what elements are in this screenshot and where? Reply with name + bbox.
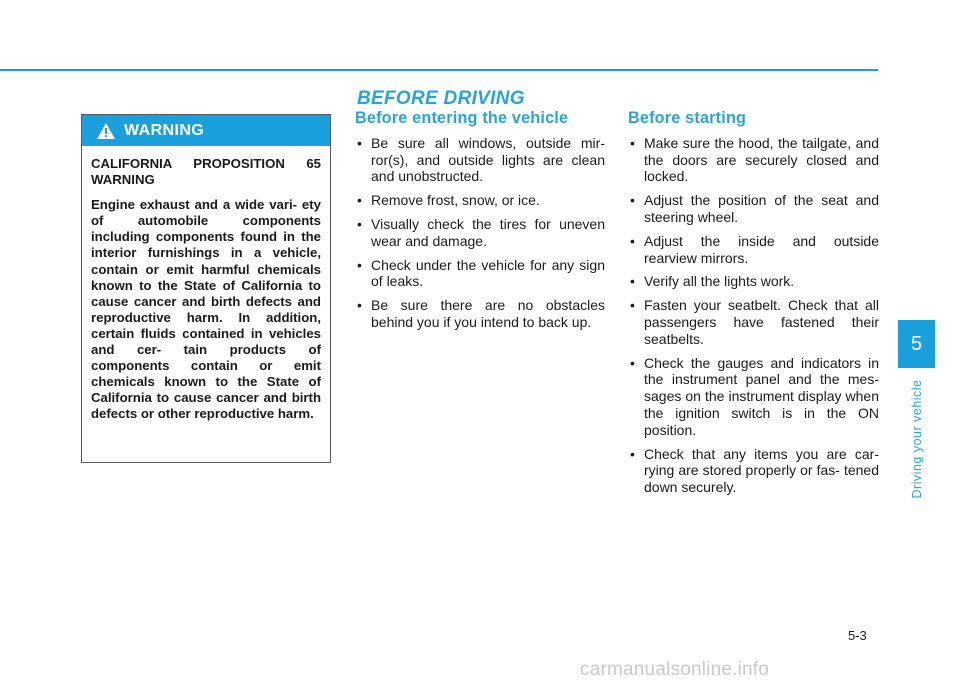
before-starting-list	[628, 135, 879, 496]
top-rule	[0, 69, 878, 71]
section-title: BEFORE DRIVING	[357, 88, 525, 109]
chapter-title: Driving your vehicle	[909, 379, 924, 499]
warning-body	[82, 146, 330, 423]
before-entering-list	[355, 135, 605, 331]
list-item: • Verify all the lights work.	[628, 273, 879, 290]
list-item: • Check the gauges and indicators in the instrument panel and the mes- sages on the instrument display when the ignition switch is in the ON position.	[628, 355, 879, 439]
list-item: • Visually check the tires for uneven wear and damage.	[355, 216, 605, 250]
warning-box	[81, 114, 331, 463]
list-item: • Be sure all windows, outside mir- ror(s), and outside lights are clean and unobstructed.	[355, 135, 605, 185]
page-number: 5-3	[848, 628, 867, 643]
list-item: • Adjust the position of the seat and steering wheel.	[628, 192, 879, 226]
watermark: carmanualsonline.info	[580, 659, 770, 680]
warning-text: Engine exhaust and a wide vari- ety of automobile components including components found in the interior furnishings in a vehicle, contain or emit harmful chemicals known to the State of California to cause cancer and birth defects and reproductive harm. In addition, certain fluids contained in vehicles and cer- tain products of components contain or emit chemicals known to the State of California to cause cancer and birth defects or other reproductive harm.	[91, 197, 321, 422]
warning-header	[82, 115, 330, 146]
chapter-tab: 5	[898, 320, 935, 368]
list-item: • Remove frost, snow, or ice.	[355, 192, 605, 209]
list-item: • Fasten your seatbelt. Check that all passengers have fastened their seatbelts.	[628, 297, 879, 347]
list-item: • Check under the vehicle for any sign of leaks.	[355, 257, 605, 291]
warning-label: WARNING	[124, 121, 205, 139]
list-item: • Adjust the inside and outside rearview mirrors.	[628, 233, 879, 267]
warning-title: CALIFORNIA PROPOSITION 65 WARNING	[91, 156, 321, 188]
list-item: • Be sure there are no obstacles behind you if you intend to back up.	[355, 297, 605, 331]
before-entering-section	[355, 110, 605, 338]
list-item: • Make sure the hood, the tailgate, and the doors are securely closed and locked.	[628, 135, 879, 185]
chapter-side-label	[898, 378, 935, 500]
warning-triangle-icon	[96, 122, 116, 140]
before-starting-heading: Before starting	[628, 109, 747, 127]
before-entering-heading: Before entering the vehicle	[355, 109, 569, 127]
list-item: • Check that any items you are car- rying are stored properly or fas- tened down securely.	[628, 446, 879, 496]
before-starting-section	[628, 110, 879, 503]
